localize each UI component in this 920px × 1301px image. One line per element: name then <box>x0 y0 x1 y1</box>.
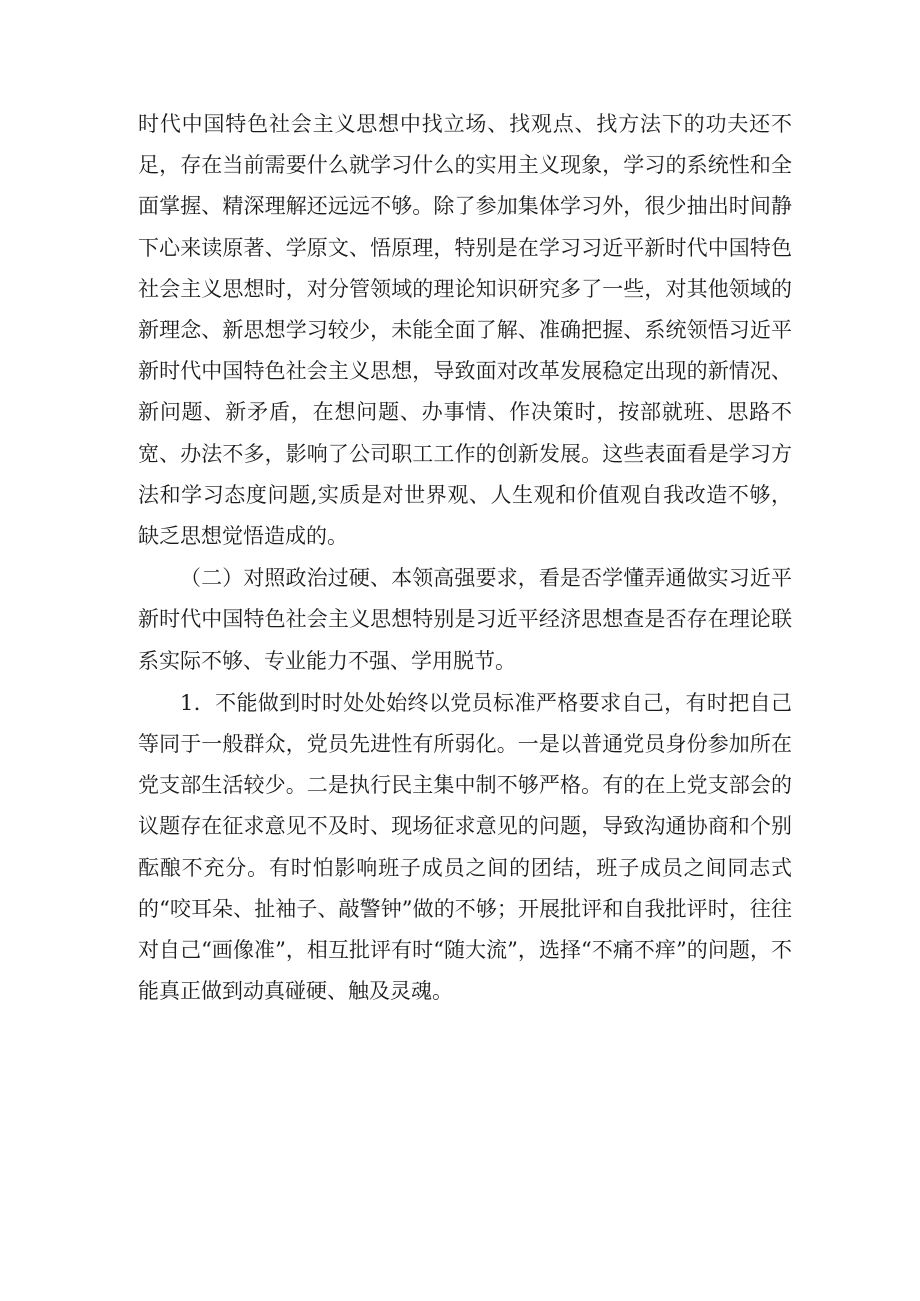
paragraph-section-heading: （二）对照政治过硬、本领高强要求，看是否学懂弄通做实习近平新时代中国特色社会主义思想特别是习近平经济思想查是否存在理论联系实际不够、专业能力不强、学用脱节。 <box>138 566 792 673</box>
paragraph-continuation: 时代中国特色社会主义思想中找立场、找观点、找方法下的功夫还不足，存在当前需要什么就学习什么的实用主义现象，学习的系统性和全面掌握、精深理解还远远不够。除了参加集体学习外，很少抽出时间静下心来读原著、学原文、悟原理，特别是在学习习近平新时代中国特色社会主义思想时，对分管领域的理论知识研究多了一些，对其他领域的新理念、新思想学习较少，未能全面了解、准确把握、系统领悟习近平新时代中国特色社会主义思想，导致面对改革发展稳定出现的新情况、新问题、新矛盾，在想问题、办事情、作决策时，按部就班、思路不宽、办法不多，影响了公司职工工作的创新发展。这些表面看是学习方法和学习态度问题,实质是对世界观、人生观和价值观自我改造不够，缺乏思想觉悟造成的。 <box>138 112 792 549</box>
document-body <box>138 104 792 1012</box>
paragraph-item-one: 1．不能做到时时处处始终以党员标准严格要求自己，有时把自己等同于一般群众，党员先进性有所弱化。一是以普通党员身份参加所在党支部生活较少。二是执行民主集中制不够严格。有的在上党支部会的议题存在征求意见不及时、现场征求意见的问题，导致沟通协商和个别酝酿不充分。有时怕影响班子成员之间的团结，班子成员之间同志式的“咬耳朵、扯袖子、敲警钟”做的不够；开展批评和自我批评时，往往对自己“画像准”，相互批评有时“随大流”，选择“不痛不痒”的问题，不能真正做到动真碰硬、触及灵魂。 <box>138 690 792 1004</box>
